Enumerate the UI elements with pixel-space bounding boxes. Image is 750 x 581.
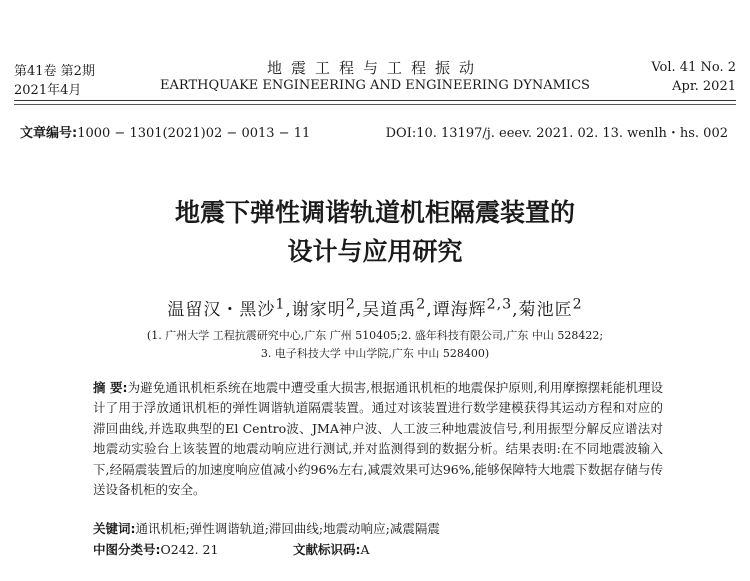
author-affiliation-mark: 2: [572, 296, 583, 313]
classification-label: 中图分类号:: [93, 542, 161, 557]
author-name: 谭海辉: [432, 300, 487, 320]
journal-title-en: EARTHQUAKE ENGINEERING AND ENGINEERING DYNAMICS: [160, 78, 590, 93]
header-rule-thick: [14, 100, 736, 101]
author-affiliation-mark: 1: [275, 296, 286, 313]
abstract-text: 为避免通讯机柜系统在地震中遭受重大损害,根据通讯机柜的地震保护原则,利用摩擦摆耗能机理设计了用于浮放通讯机柜的弹性调谐轨道隔震装置。通过对该装置进行数学建模获得其运动方程和对应的滞回曲线,并选取典型的El Centro波、JMA神户波、人工波三种地震波信号,利用振型分解反应谱法对地震动实验台上该装置的地震动响应进行测试,并对监测得到的数据分析。结果表明:在不同地震波输入下,经隔震装置后的加速度响应值减小约96%左右,减震效果可达96%,能够保障特大地震下数据存储与传送设备机柜的安全。: [93, 380, 663, 498]
keywords-label: 关键词:: [93, 521, 136, 536]
author-name: 温留汉・黑沙: [167, 300, 276, 320]
keywords: [93, 519, 440, 537]
document-code-label: 文献标识码:: [293, 542, 361, 557]
abstract: [93, 378, 663, 500]
publication-date: 2021年4月: [14, 83, 82, 98]
document-code-value: A: [360, 542, 370, 557]
volume-issue-en: Vol. 41 No. 2: [651, 60, 736, 75]
article-number: [20, 122, 310, 141]
author-list: 温留汉・黑沙$^1$,谢家明$^2$,吴道禹$^2$,谭海辉$^{2,3}$,菊池匠$^2$: [167, 296, 583, 320]
author-name: 谢家明: [291, 300, 346, 320]
abstract-label: 摘 要:: [93, 380, 128, 395]
author-name: 菊池匠: [518, 300, 573, 320]
publication-date-en: Apr. 2021: [672, 79, 736, 94]
document-code: [293, 540, 370, 558]
journal-title-cn: 地震工程与工程振动: [266, 59, 483, 77]
article-number-label: 文章编号:: [20, 126, 78, 141]
affiliations-line2: 3. 电子科技大学 中山学院,广东 中山 528400): [260, 347, 490, 360]
author-affiliation-mark: 2: [416, 296, 427, 313]
header-rule-thin: [14, 104, 736, 105]
author-name: 吴道禹: [362, 300, 417, 320]
volume-issue: 第41卷 第2期: [14, 64, 95, 79]
doi: DOI:10. 13197/j. eeev. 2021. 02. 13. wenlh・hs. 002: [385, 126, 728, 141]
author-affiliation-mark: 2,3: [486, 296, 513, 313]
classification-value: O242. 21: [160, 542, 219, 557]
classification-number: [93, 540, 218, 558]
affiliations-line1: (1. 广州大学 工程抗震研究中心,广东 广州 510405;2. 盛年科技有限公司,广东 中山 528422;: [146, 329, 604, 342]
paper-title-line2: 设计与应用研究: [287, 237, 463, 266]
keywords-text: 通讯机柜;弹性调谐轨道;滞回曲线;地震动响应;减震隔震: [135, 521, 440, 536]
article-number-value: 1000 − 1301(2021)02 − 0013 − 11: [77, 126, 311, 141]
paper-title-line1: 地震下弹性调谐轨道机柜隔震装置的: [174, 198, 575, 227]
author-affiliation-mark: 2: [345, 296, 356, 313]
